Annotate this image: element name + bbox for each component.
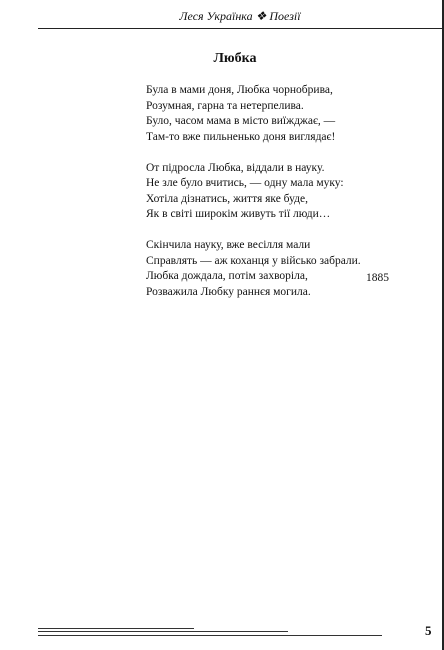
poem-line: Було, часом мама в місто виїжджає, —: [146, 115, 336, 127]
running-header: Леся Українка ❖ Поезії: [179, 9, 301, 23]
poem-title: Любка: [213, 51, 257, 66]
footer-rule-long: [38, 635, 382, 636]
page-number: 5: [425, 623, 432, 638]
poem-year: 1885: [366, 272, 389, 284]
stanza-2: [146, 161, 406, 223]
poem-line: Хотіла дізнатись, життя яке буде,: [146, 192, 308, 205]
poem-line: Скінчила науку, вже весілля мали: [146, 239, 311, 251]
poem-line: Як в світі широкім живуть тії люди…: [146, 208, 331, 220]
poem-line: Розумная, гарна та нетерпелива.: [146, 99, 304, 112]
footer-rule-medium: [38, 631, 288, 632]
poem-line: Розважила Любку раннєя могила.: [146, 285, 311, 298]
poem-line: Справлять — аж коханця у військо забрали.: [146, 254, 361, 267]
poem-line: Любка дождала, потім захворіла,: [146, 270, 308, 282]
stanza-3: [146, 238, 406, 300]
stanza-1: [146, 83, 406, 145]
poem-line: Там-то вже пильненько доня виглядає!: [146, 130, 336, 143]
footer-rule-short: [38, 628, 194, 629]
poem-line: Була в мами доня, Любка чорнобрива,: [146, 84, 333, 96]
poem-line: Не зле було вчитись, — одну мала муку:: [146, 177, 344, 189]
header-rule: [38, 28, 442, 29]
poem-line: От підросла Любка, віддали в науку.: [146, 161, 325, 174]
